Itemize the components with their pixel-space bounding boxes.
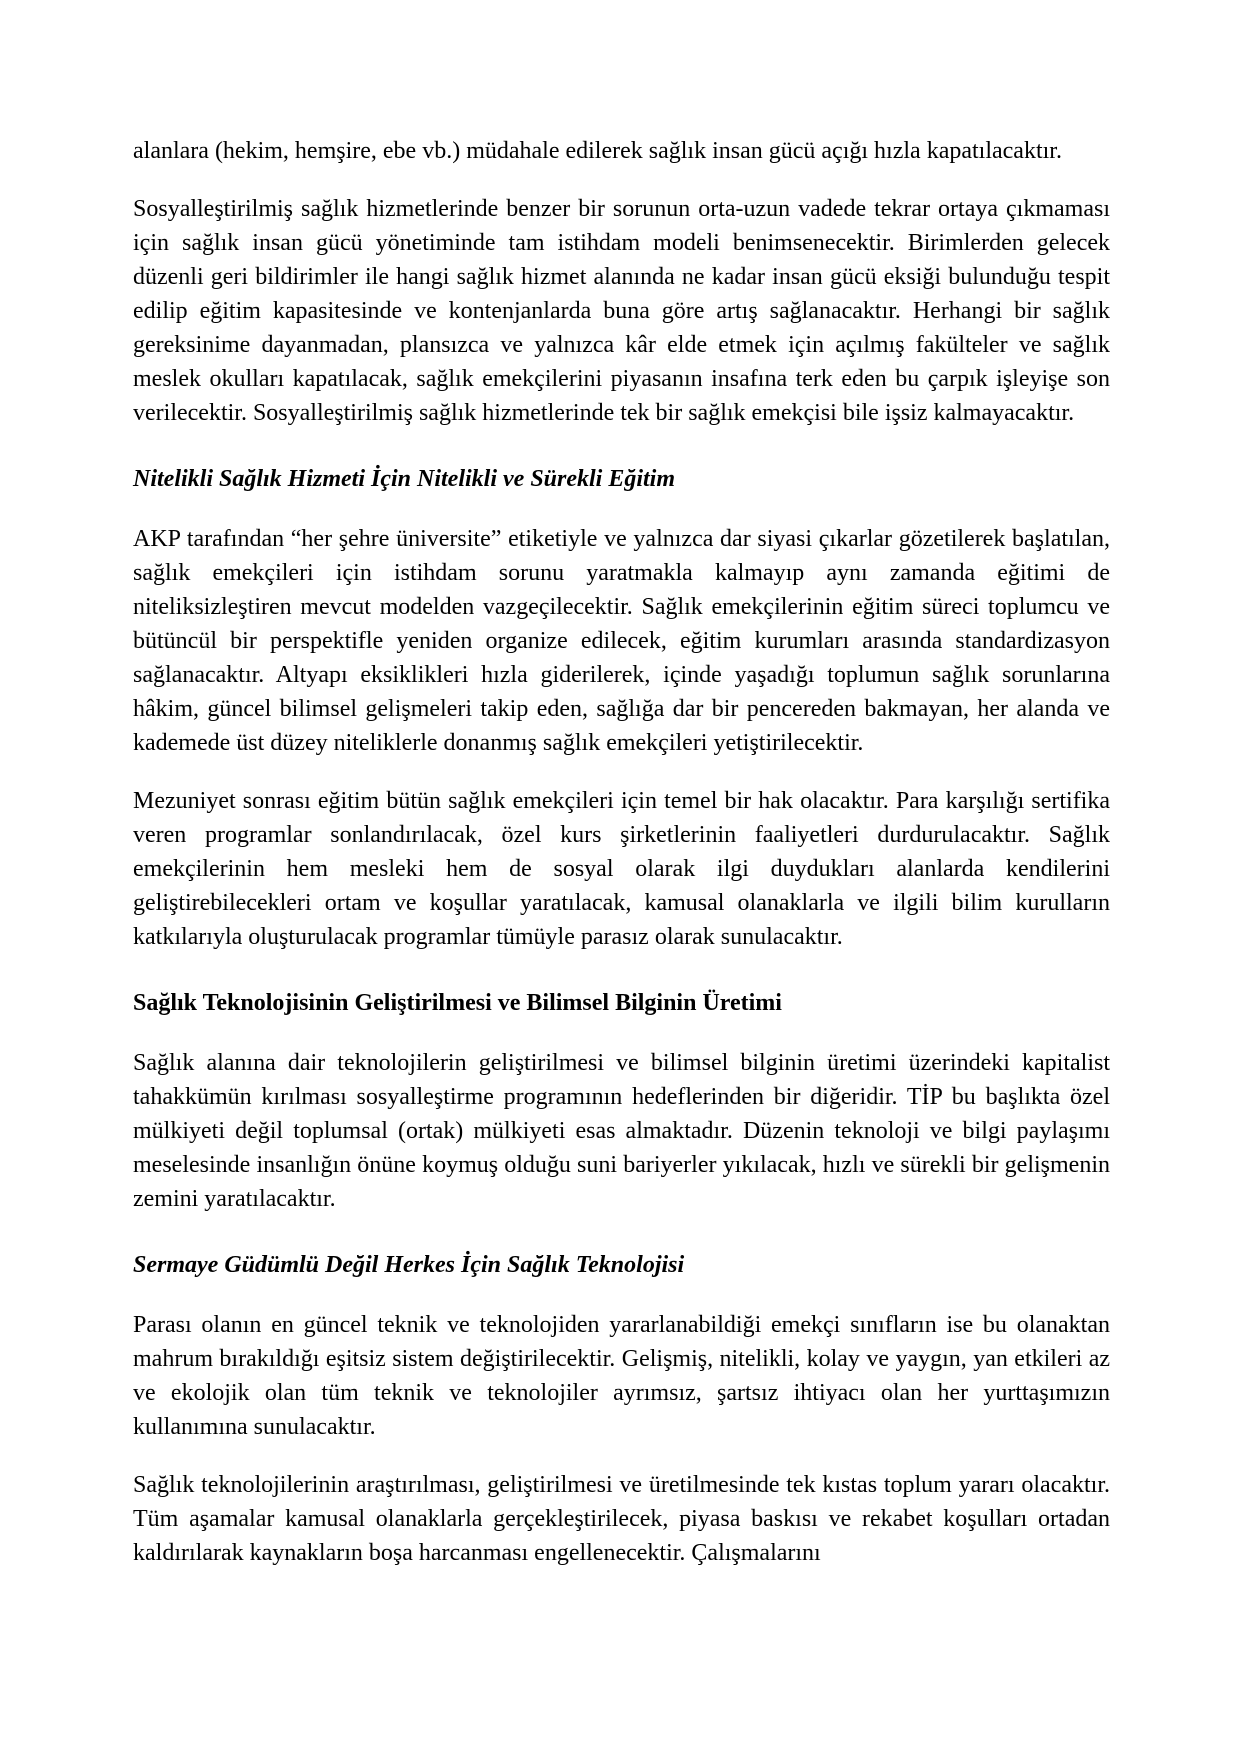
paragraph-esitsiz-sistem: Parası olanın en güncel teknik ve teknolojiden yararlanabildiği emekçi sınıfların ise bu olanaktan mahrum bırakıldığı eşitsiz sistem değiştirilecektir. Gelişmiş, nitelikli, kolay ve yaygın, yan etkileri az ve ekolojik olan tüm teknik ve teknolojiler ayrımsız, şartsız ihtiyacı olan her yurttaşımızın kullanımına sunulacaktır. [133,1312,1110,1440]
paragraph-continuation: alanlara (hekim, hemşire, ebe vb.) müdahale edilerek sağlık insan gücü açığı hızla kapatılacaktır. [133,138,1062,164]
section-heading-nitelikli-egitim: Nitelikli Sağlık Hizmeti İçin Nitelikli ve Sürekli Eğitim [133,466,676,492]
paragraph-toplum-yarari: Sağlık teknolojilerinin araştırılması, geliştirilmesi ve üretilmesinde tek kıstas toplum yararı olacaktır. Tüm aşamalar kamusal olanaklarla gerçekleştirilecek, piyasa baskısı ve rekabet koşulları ortadan kaldırılarak kaynakların boşa harcanması engellenecektir. Çalışmalarını [133,1472,1110,1566]
section-heading-saglik-teknolojisi: Sağlık Teknolojisinin Geliştirilmesi ve Bilimsel Bilginin Üretimi [133,990,782,1016]
paragraph-egitim-modeli: AKP tarafından “her şehre üniversite” etiketiyle ve yalnızca dar siyasi çıkarlar gözetilerek başlatılan, sağlık emekçileri için istihdam sorunu yaratmakla kalmayıp aynı zamanda eğitimi de niteliksizleştiren mevcut modelden vazgeçilecektir. Sağlık emekçilerinin eğitim süreci toplumcu ve bütüncül bir perspektifle yeniden organize edilecek, eğitim kurumları arasında standardizasyon sağlanacaktır. Altyapı eksiklikleri hızla giderilerek, içinde yaşadığı toplumun sağlık sorunlarına hâkim, güncel bilimsel gelişmeleri takip eden, sağlığa dar bir pencereden bakmayan, her alanda ve kademede üst düzey niteliklerle donanmış sağlık emekçileri yetiştirilecektir. [133,526,1110,756]
paragraph-mezuniyet-sonrasi: Mezuniyet sonrası eğitim bütün sağlık emekçileri için temel bir hak olacaktır. Para karşılığı sertifika veren programlar sonlandırılacak, özel kurs şirketlerinin faaliyetleri durdurulacaktır. Sağlık emekçilerinin hem mesleki hem de sosyal olarak ilgi duydukları alanlarda kendilerini geliştirebilecekleri ortam ve koşullar yaratılacak, kamusal olanaklarla ve ilgili bilim kurulların katkılarıyla oluşturulacak programlar tümüyle parasız olarak sunulacaktır. [133,788,1110,950]
paragraph-tam-istihdam: Sosyalleştirilmiş sağlık hizmetlerinde benzer bir sorunun orta-uzun vadede tekrar ortaya çıkmaması için sağlık insan gücü yönetiminde tam istihdam modeli benimsenecektir. Birimlerden gelecek düzenli geri bildirimler ile hangi sağlık hizmet alanında ne kadar insan gücü eksiği bulunduğu tespit edilip eğitim kapasitesinde ve kontenjanlarda buna göre artış sağlanacaktır. Herhangi bir sağlık gereksinime dayanmadan, plansızca ve yalnızca kâr elde etmek için açılmış fakülteler ve sağlık meslek okulları kapatılacak, sağlık emekçilerini piyasanın insafına terk eden bu çarpık işleyişe son verilecektir. Sosyalleştirilmiş sağlık hizmetlerinde tek bir sağlık emekçisi bile işsiz kalmayacaktır. [133,196,1110,426]
paragraph-teknoloji-uretimi: Sağlık alanına dair teknolojilerin geliştirilmesi ve bilimsel bilginin üretimi üzerindeki kapitalist tahakkümün kırılması sosyalleştirme programının hedeflerinden bir diğeridir. TİP bu başlıkta özel mülkiyeti değil toplumsal (ortak) mülkiyeti esas almaktadır. Düzenin teknoloji ve bilgi paylaşımı meselesinde insanlığın önüne koymuş olduğu suni bariyerler yıkılacak, hızlı ve sürekli bir gelişmenin zemini yaratılacaktır. [133,1050,1110,1212]
section-heading-herkes-icin-teknoloji: Sermaye Güdümlü Değil Herkes İçin Sağlık Teknolojisi [133,1252,685,1278]
